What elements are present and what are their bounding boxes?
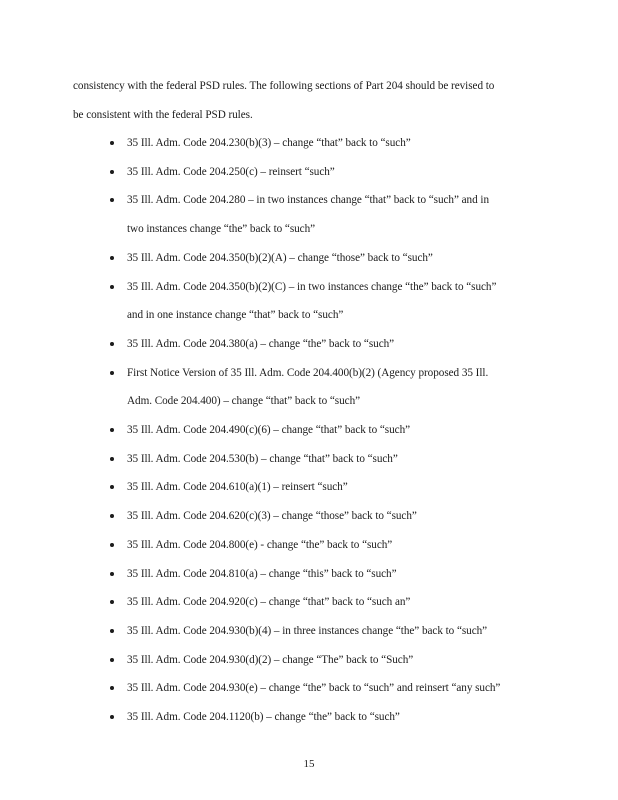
bullet-item-continuation: two instances change “the” back to “such”	[127, 223, 316, 236]
bullet-dot-icon	[110, 371, 114, 375]
bullet-item-continuation: Adm. Code 204.400) – change “that” back to “such”	[127, 395, 361, 408]
bullet-item-text: 35 Ill. Adm. Code 204.350(b)(2)(C) – in two instances change “the” back to “such”	[127, 280, 497, 293]
bullet-dot-icon	[110, 141, 114, 145]
bullet-item-text: 35 Ill. Adm. Code 204.800(e) - change “the” back to “such”	[127, 538, 393, 551]
bullet-dot-icon	[110, 170, 114, 174]
bullet-dot-icon	[110, 686, 114, 690]
bullet-item-text: 35 Ill. Adm. Code 204.350(b)(2)(A) – change “those” back to “such”	[127, 251, 433, 264]
page-number: 15	[303, 758, 315, 770]
bullet-item-text: First Notice Version of 35 Ill. Adm. Code 204.400(b)(2) (Agency proposed 35 Ill.	[127, 366, 489, 379]
bullet-item-text: 35 Ill. Adm. Code 204.1120(b) – change “the” back to “such”	[127, 711, 400, 723]
bullet-item-text: 35 Ill. Adm. Code 204.930(b)(4) – in three instances change “the” back to “such”	[127, 624, 488, 637]
bullet-dot-icon	[110, 658, 114, 662]
bullet-item-text: 35 Ill. Adm. Code 204.250(c) – reinsert “such”	[127, 165, 335, 178]
bullet-item-text: 35 Ill. Adm. Code 204.280 – in two instances change “that” back to “such” and in	[127, 194, 489, 207]
bullet-dot-icon	[110, 198, 114, 202]
bullet-dot-icon	[110, 629, 114, 633]
bullet-item-text: 35 Ill. Adm. Code 204.490(c)(6) – change “that” back to “such”	[127, 424, 411, 436]
bullet-item-continuation: and in one instance change “that” back to “such”	[127, 309, 344, 322]
bullet-dot-icon	[110, 342, 114, 346]
bullet-item-text: 35 Ill. Adm. Code 204.530(b) – change “that” back to “such”	[127, 452, 398, 465]
bullet-dot-icon	[110, 457, 114, 461]
bullet-item-text: 35 Ill. Adm. Code 204.930(e) – change “the” back to “such” and reinsert “any such”	[127, 682, 501, 695]
bullet-dot-icon	[110, 543, 114, 547]
bullet-dot-icon	[110, 572, 114, 576]
bullet-dot-icon	[110, 285, 114, 289]
bullet-item-text: 35 Ill. Adm. Code 204.610(a)(1) – reinsert “such”	[127, 481, 348, 494]
bullet-dot-icon	[110, 485, 114, 489]
bullet-dot-icon	[110, 514, 114, 518]
bullet-dot-icon	[110, 715, 114, 719]
bullet-dot-icon	[110, 256, 114, 260]
bullet-item-text: 35 Ill. Adm. Code 204.620(c)(3) – change “those” back to “such”	[127, 510, 417, 523]
bullet-item-text: 35 Ill. Adm. Code 204.230(b)(3) – change “that” back to “such”	[127, 137, 411, 149]
bullet-item-text: 35 Ill. Adm. Code 204.930(d)(2) – change “The” back to “Such”	[127, 653, 414, 666]
intro-line-2: be consistent with the federal PSD rules.	[73, 109, 253, 121]
bullet-dot-icon	[110, 428, 114, 432]
bullet-item-text: 35 Ill. Adm. Code 204.380(a) – change “the” back to “such”	[127, 337, 395, 350]
bullet-item-text: 35 Ill. Adm. Code 204.810(a) – change “this” back to “such”	[127, 567, 397, 580]
bullet-item-text: 35 Ill. Adm. Code 204.920(c) – change “that” back to “such an”	[127, 596, 411, 609]
intro-line-1: consistency with the federal PSD rules. The following sections of Part 204 should be revised to	[73, 80, 495, 92]
bullet-dot-icon	[110, 600, 114, 604]
